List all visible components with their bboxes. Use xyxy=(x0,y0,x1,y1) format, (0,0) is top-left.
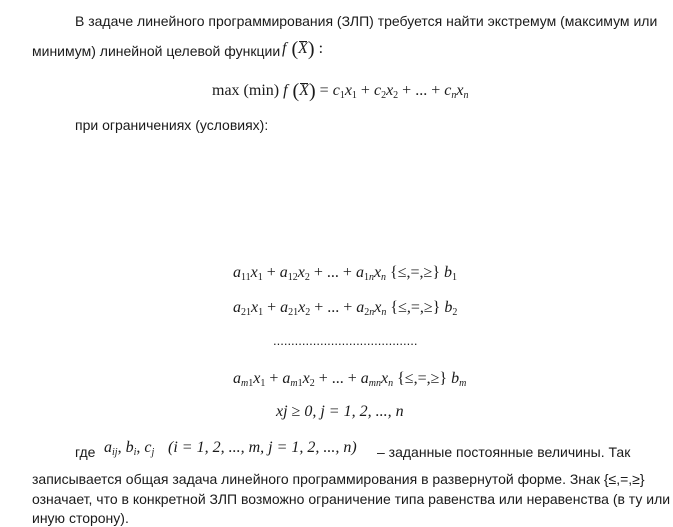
ellipsis-row: ........................................ xyxy=(273,333,418,348)
constraints-intro: при ограничениях (условиях): xyxy=(75,117,269,133)
constraint-row-2: $a_{21}x_1 + a_{21}x_2$ + ... + $a_{2n}x_n$ {≤,=,≥} $b_2$ xyxy=(233,299,458,318)
inline-function: f (X) : xyxy=(282,38,324,60)
constraint-row-1: $a_{11}x_1 + a_{12}x_2$ + ... + $a_{1n}x_n$ {≤,=,≥} $b_1$ xyxy=(233,264,457,283)
explanation-line-3: означает, что в конкретной ЗЛП возможно ограничение типа равенства или неравенства (в ту или xyxy=(32,491,671,507)
intro-line-1: В задаче линейного программирования (ЗЛП) требуется найти экстремум (максимум или xyxy=(75,13,658,29)
explanation-tail: – заданные постоянные величины. Так xyxy=(377,444,631,460)
constraint-row-m: $a_{m1}x_1 + a_{m1}x_2$ + ... + $a_{mn}x_n$ {≤,=,≥} $b_m$ xyxy=(233,370,467,389)
relation-signs: {≤,=,≥} xyxy=(390,299,441,316)
explanation-line-4: иную сторону). xyxy=(32,510,129,526)
index-range: (i = 1, 2, ..., m, j = 1, 2, ..., n) xyxy=(168,439,357,456)
relation-signs: {≤,=,≥} xyxy=(390,264,440,281)
coefficients-formula: $a_{ij}$, $b_i$, $c_j$ xyxy=(104,439,155,458)
explanation-line-2: записывается общая задача линейного программирования в развернутой форме. Знак {≤,=,≥} xyxy=(32,471,645,487)
nonnegativity-condition: xj ≥ 0, j = 1, 2, ..., n xyxy=(276,403,404,420)
relation-signs: {≤,=,≥} xyxy=(397,370,448,387)
explanation-lead: где xyxy=(75,444,96,460)
maxmin-label: max (min) xyxy=(212,82,280,99)
intro-line-2: минимум) линейной целевой функции xyxy=(32,43,281,59)
objective-formula: max (min) f $(X) = c_1x_1 + c_2x_2$ + ... + $c_nx_n$ xyxy=(212,80,469,102)
